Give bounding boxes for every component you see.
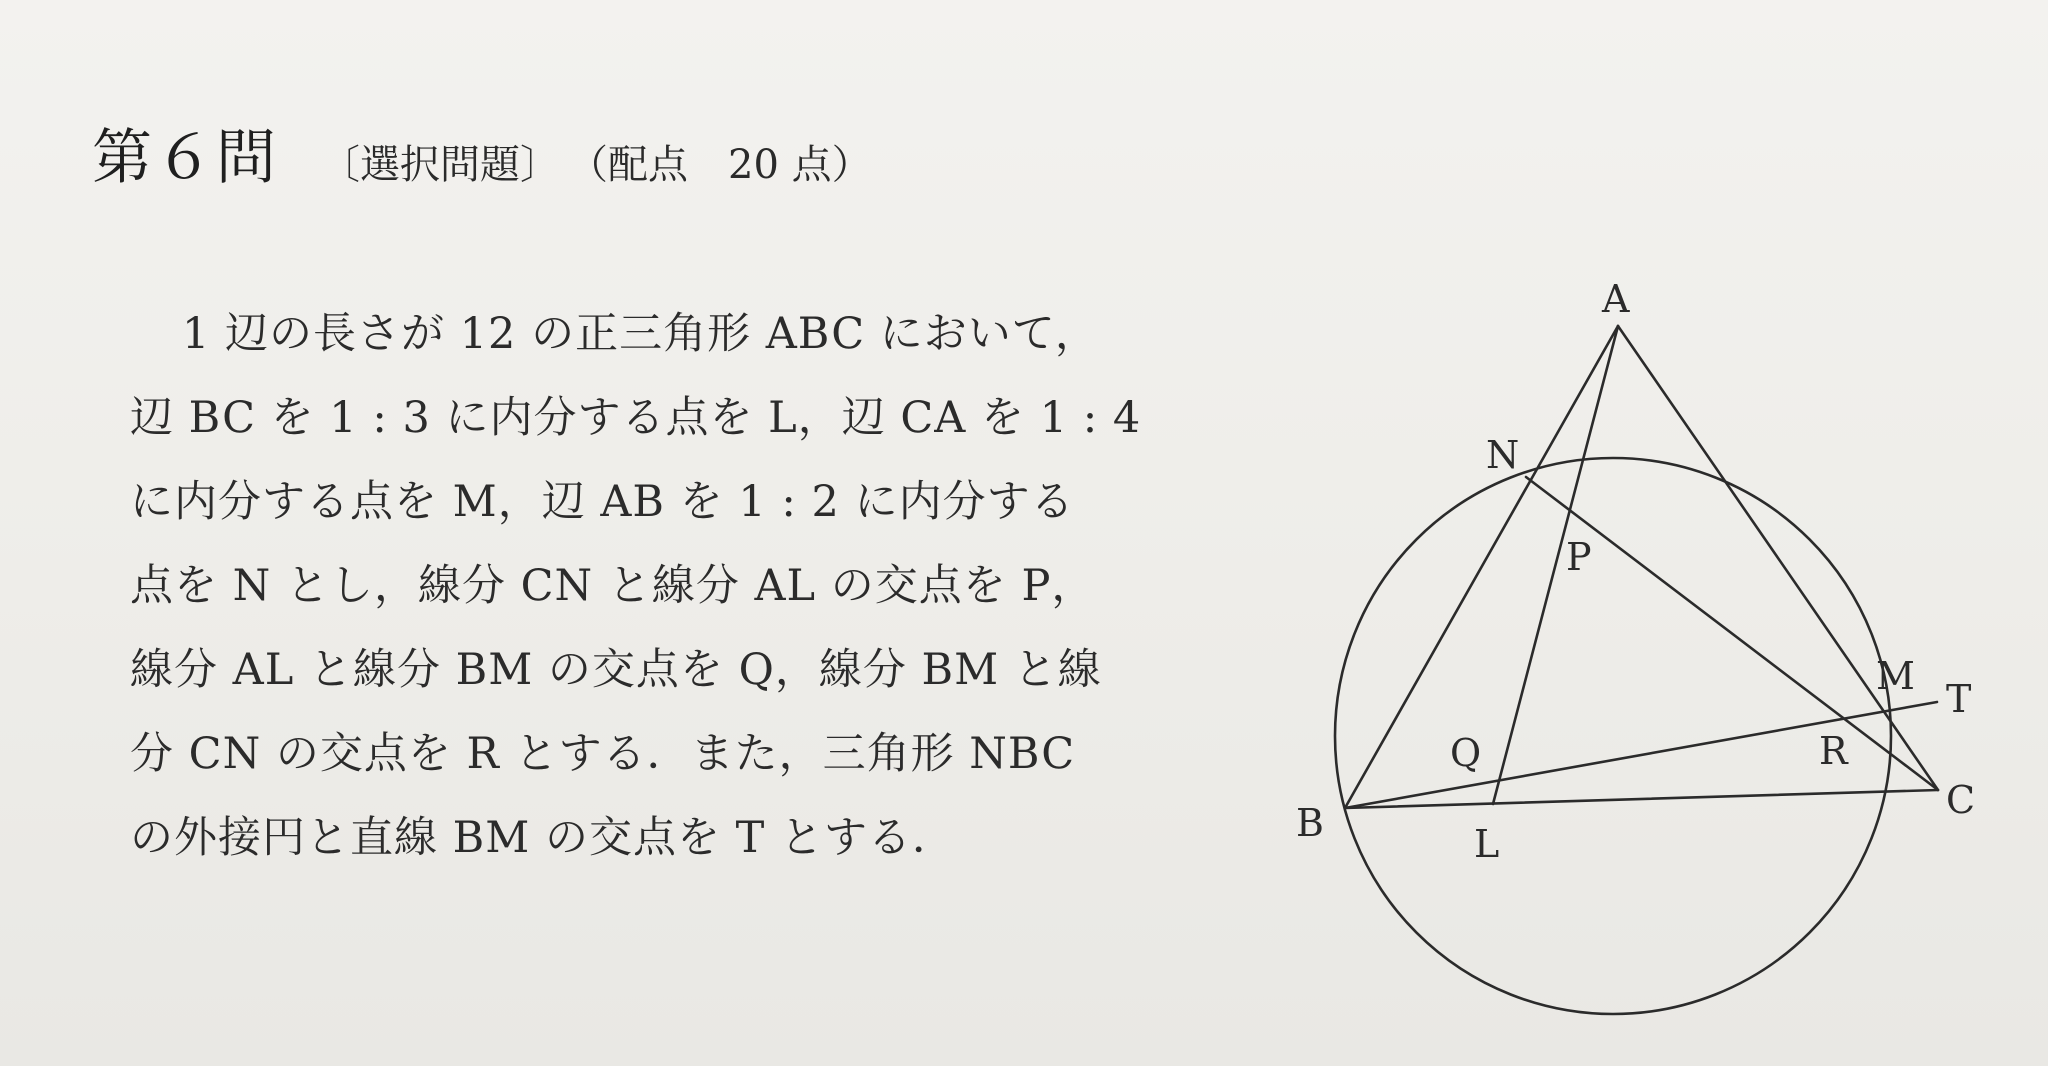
problem-line: 点を N とし，線分 CN と線分 AL の交点を P，	[130, 561, 1096, 611]
side-ac	[1618, 326, 1938, 790]
problem-line: の外接円と直線 BM の交点を T とする．	[130, 813, 956, 863]
circumcircle	[1335, 458, 1891, 1014]
problem-line: 1 辺の長さが 12 の正三角形 ABC において，	[182, 309, 1099, 359]
label-t: T	[1946, 677, 1972, 721]
label-l: L	[1474, 822, 1500, 866]
label-q: Q	[1450, 731, 1482, 775]
problem-line: に内分する点を M，辺 AB を 1 : 2 に内分する	[130, 477, 1075, 527]
question-points-label: （配点 20 点）	[568, 142, 872, 188]
problem-line: 辺 BC を 1 : 3 に内分する点を L，辺 CA を 1 : 4	[130, 393, 1142, 443]
question-type-label: 〔選択問題〕	[320, 142, 560, 188]
label-b: B	[1296, 801, 1324, 845]
label-c: C	[1946, 778, 1976, 822]
problem-line: 分 CN の交点を R とする．また，三角形 NBC	[130, 729, 1076, 779]
segment-cn	[1526, 477, 1938, 790]
question-number: 第６問	[92, 123, 278, 193]
label-r: R	[1819, 729, 1848, 773]
label-p: P	[1566, 535, 1592, 579]
problem-line: 線分 AL と線分 BM の交点を Q，線分 BM と線	[130, 645, 1102, 695]
label-m: M	[1876, 654, 1915, 698]
segment-al	[1493, 326, 1618, 804]
label-a: A	[1602, 277, 1630, 321]
label-n: N	[1486, 433, 1520, 477]
